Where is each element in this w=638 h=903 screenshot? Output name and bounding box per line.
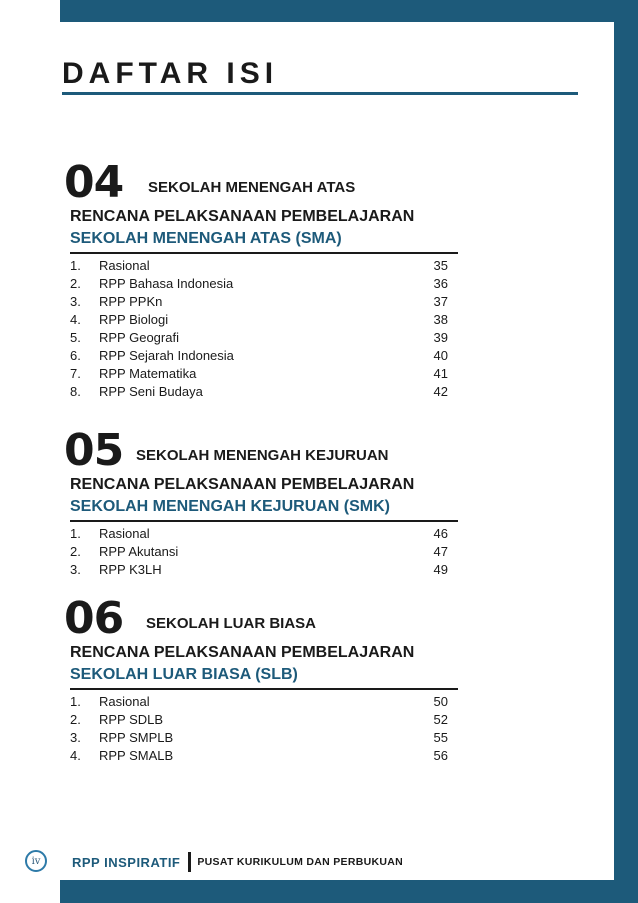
entry-number: 3. — [70, 294, 81, 309]
toc-entry[interactable] — [70, 311, 460, 329]
entry-number: 6. — [70, 348, 81, 363]
toc-entry[interactable] — [70, 561, 460, 579]
section-name: SEKOLAH MENENGAH ATAS — [148, 179, 356, 196]
toc-entry[interactable] — [70, 525, 460, 543]
page-frame-top — [60, 0, 638, 22]
entry-label: RPP Matematika — [99, 366, 197, 381]
entry-label: RPP Sejarah Indonesia — [99, 348, 234, 363]
toc-entry[interactable] — [70, 693, 460, 711]
toc-section-05 — [64, 425, 460, 579]
section-subtitle-level: SEKOLAH MENENGAH KEJURUAN (SMK) — [70, 498, 391, 515]
section-divider — [70, 520, 458, 522]
toc-list — [70, 525, 460, 579]
entry-label: RPP Geografi — [99, 330, 179, 345]
entry-page: 39 — [433, 330, 448, 345]
section-header — [64, 593, 460, 644]
section-header — [64, 157, 460, 208]
entry-number: 2. — [70, 544, 81, 559]
entry-number: 1. — [70, 258, 81, 273]
entry-page: 52 — [433, 712, 448, 727]
toc-list — [70, 257, 460, 401]
entry-page: 36 — [433, 276, 448, 291]
footer-organization: PUSAT KURIKULUM DAN PERBUKUAN — [197, 856, 404, 868]
section-subtitle: RENCANA PELAKSANAAN PEMBELAJARAN — [70, 476, 415, 493]
section-number: 05 — [64, 425, 124, 476]
entry-number: 2. — [70, 276, 81, 291]
entry-page: 40 — [433, 348, 448, 363]
entry-label: RPP Seni Budaya — [99, 384, 203, 399]
entry-page: 41 — [433, 366, 448, 381]
section-subtitle: RENCANA PELAKSANAAN PEMBELAJARAN — [70, 208, 415, 225]
toc-entry[interactable] — [70, 329, 460, 347]
entry-label: RPP SDLB — [99, 712, 164, 727]
entry-label: Rasional — [99, 258, 150, 273]
entry-page: 47 — [433, 544, 448, 559]
section-subtitle: RENCANA PELAKSANAAN PEMBELAJARAN — [70, 644, 415, 661]
toc-entry[interactable] — [70, 383, 460, 401]
toc-entry[interactable] — [70, 711, 460, 729]
entry-label: RPP PPKn — [99, 294, 163, 309]
toc-entry[interactable] — [70, 257, 460, 275]
footer-divider — [188, 852, 191, 872]
section-name: SEKOLAH MENENGAH KEJURUAN — [136, 447, 389, 464]
toc-section-04 — [64, 157, 460, 401]
entry-page: 46 — [433, 526, 448, 541]
entry-number: 5. — [70, 330, 81, 345]
entry-number: 1. — [70, 694, 81, 709]
toc-list — [70, 693, 460, 765]
entry-page: 35 — [433, 258, 448, 273]
entry-number: 7. — [70, 366, 81, 381]
page-title: DAFTAR ISI — [62, 57, 279, 90]
entry-number: 8. — [70, 384, 81, 399]
footer-brand: RPP INSPIRATIF — [72, 854, 181, 870]
entry-number: 4. — [70, 312, 81, 327]
section-header — [64, 425, 460, 476]
page-frame-bottom — [60, 880, 638, 903]
toc-entry[interactable] — [70, 293, 460, 311]
section-name: SEKOLAH LUAR BIASA — [146, 615, 317, 632]
toc-entry[interactable] — [70, 543, 460, 561]
section-divider — [70, 252, 458, 254]
entry-page: 50 — [433, 694, 448, 709]
entry-number: 4. — [70, 748, 81, 763]
entry-page: 38 — [433, 312, 448, 327]
entry-label: Rasional — [99, 526, 150, 541]
toc-entry[interactable] — [70, 347, 460, 365]
section-subtitle-level: SEKOLAH MENENGAH ATAS (SMA) — [70, 230, 342, 247]
section-number: 06 — [64, 593, 124, 644]
page-number-badge: iv — [25, 850, 47, 872]
entry-label: Rasional — [99, 694, 150, 709]
entry-number: 3. — [70, 730, 81, 745]
entry-label: RPP SMPLB — [99, 730, 174, 745]
entry-label: RPP Akutansi — [99, 544, 179, 559]
title-underline — [62, 92, 578, 95]
entry-page: 42 — [433, 384, 448, 399]
toc-entry[interactable] — [70, 729, 460, 747]
entry-page: 56 — [433, 748, 448, 763]
page-frame-right — [614, 0, 638, 903]
toc-entry[interactable] — [70, 747, 460, 765]
section-subtitle-level: SEKOLAH LUAR BIASA (SLB) — [70, 666, 298, 683]
entry-label: RPP K3LH — [99, 562, 162, 577]
entry-number: 3. — [70, 562, 81, 577]
toc-section-06 — [64, 593, 460, 765]
toc-entry[interactable] — [70, 365, 460, 383]
section-number: 04 — [64, 157, 124, 208]
entry-page: 49 — [433, 562, 448, 577]
entry-label: RPP Bahasa Indonesia — [99, 276, 234, 291]
entry-label: RPP SMALB — [99, 748, 174, 763]
entry-number: 2. — [70, 712, 81, 727]
toc-entry[interactable] — [70, 275, 460, 293]
entry-label: RPP Biologi — [99, 312, 169, 327]
entry-number: 1. — [70, 526, 81, 541]
entry-page: 55 — [433, 730, 448, 745]
entry-page: 37 — [433, 294, 448, 309]
section-divider — [70, 688, 458, 690]
page-footer — [72, 851, 403, 873]
